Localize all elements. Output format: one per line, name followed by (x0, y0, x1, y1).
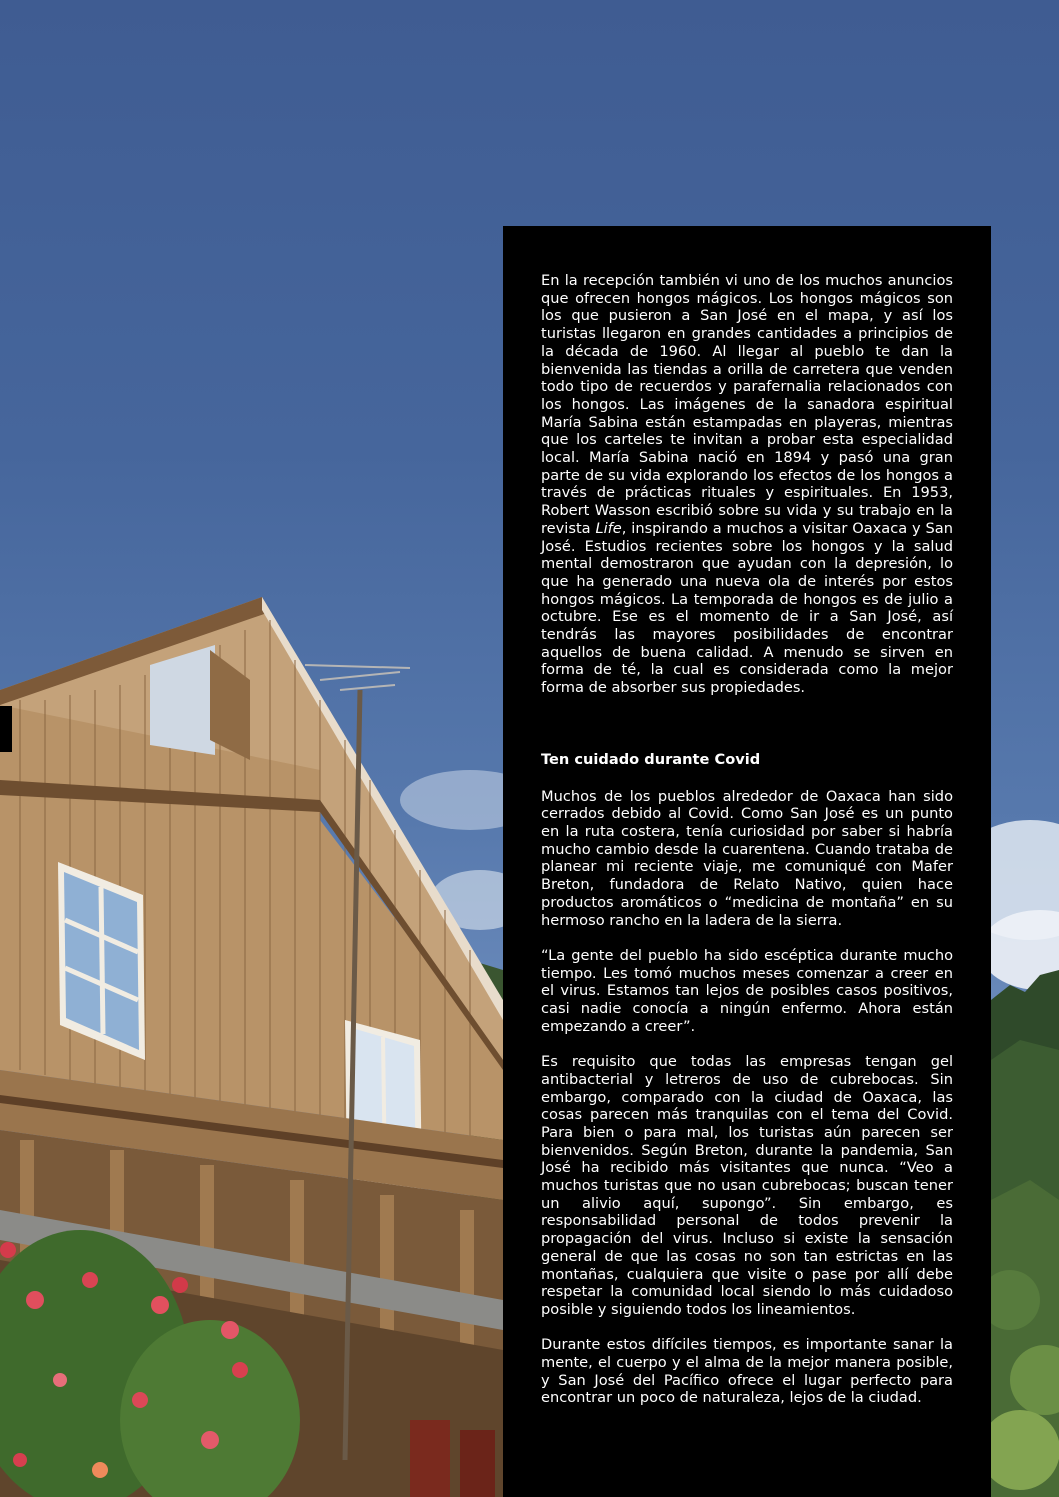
section-heading: Ten cuidado durante Covid (541, 750, 761, 768)
paragraph-text: En la recepción también vi uno de los muchos anuncios que ofrecen hongos mágicos. Los hongos mágicos son los que pusieron a San José en el mapa, y así los turistas llegaron en grandes cantidades a principios de la década de 1960. Al llegar al pueblo te dan la bienvenida las tiendas a orilla de carretera que venden todo tipo de recuerdos y parafernalia relacionados con los hongos. Las imágenes de la sanadora espiritual María Sabina están estampadas en playeras, mientras que los carteles te invitan a probar esta especialidad local. María Sabina nació en 1894 y pasó una gran parte de su vida explorando los efectos de los hongos a través de prácticas rituales y espirituales. En 1953, Robert Wasson escribió sobre su vida y su trabajo en la revista (541, 272, 953, 537)
article-paragraph: Muchos de los pueblos alrededor de Oaxaca han sido cerrados debido al Covid. Como San José es un punto en la ruta costera, tenía curiosidad por saber si habría mucho cambio desde la cuarentena. Cuando trataba de planear mi reciente viaje, me comuniqué con Mafer Breton, fundadora de Relato Nativo, quien hace productos aromáticos o “medicina de montaña” en su hermoso rancho en la ladera de la sierra. (541, 787, 953, 929)
magazine-title: Life (595, 519, 622, 537)
article-panel (503, 226, 991, 1497)
article-paragraph (541, 272, 953, 697)
article-paragraph: Durante estos difíciles tiempos, es importante sanar la mente, el cuerpo y el alma de la mejor manera posible, y San José del Pacífico ofrece el lugar perfecto para encontrar un poco de naturaleza, lejos de la ciudad. (541, 1336, 953, 1407)
paragraph-text: , inspirando a muchos a visitar Oaxaca y San José. Estudios recientes sobre los hongos y la salud mental demostraron que ayudan con la depresión, lo que ha generado una nueva ola de interés por estos hongos mágicos. La temporada de hongos es de julio a octubre. Ese es el momento de ir a San José, así tendrás las mayores posibilidades de encontrar aquellos de buena calidad. A menudo se sirven en forma de té, la cual es considerada como la mejor forma de absorber sus propiedades. (541, 519, 953, 697)
page-edge-tab (0, 706, 12, 752)
article-quote: “La gente del pueblo ha sido escéptica durante mucho tiempo. Les tomó muchos meses comenzar a creer en el virus. Estamos tan lejos de posibles casos positivos, casi nadie conocía a ningún enfermo. Ahora están empezando a creer”. (541, 946, 953, 1035)
article-paragraph: Es requisito que todas las empresas tengan gel antibacterial y letreros de uso de cubrebocas. Sin embargo, comparado con la ciudad de Oaxaca, las cosas parecen más tranquilas con el tema del Covid. Para bien o para mal, los turistas aún parecen ser bienvenidos. Según Breton, durante la pandemia, San José ha recibido más visitantes que nunca. “Veo a muchos turistas que no usan cubrebocas; buscan tener un alivio aquí, supongo”. Sin embargo, es responsabilidad personal de todos prevenir la propagación del virus. Incluso si existe la sensación general de que las cosas no son tan estrictas en las montañas, cualquiera que visite o pase por allí debe respetar la comunidad local siendo lo más cuidadoso posible y siguiendo todos los lineamientos. (541, 1053, 953, 1318)
